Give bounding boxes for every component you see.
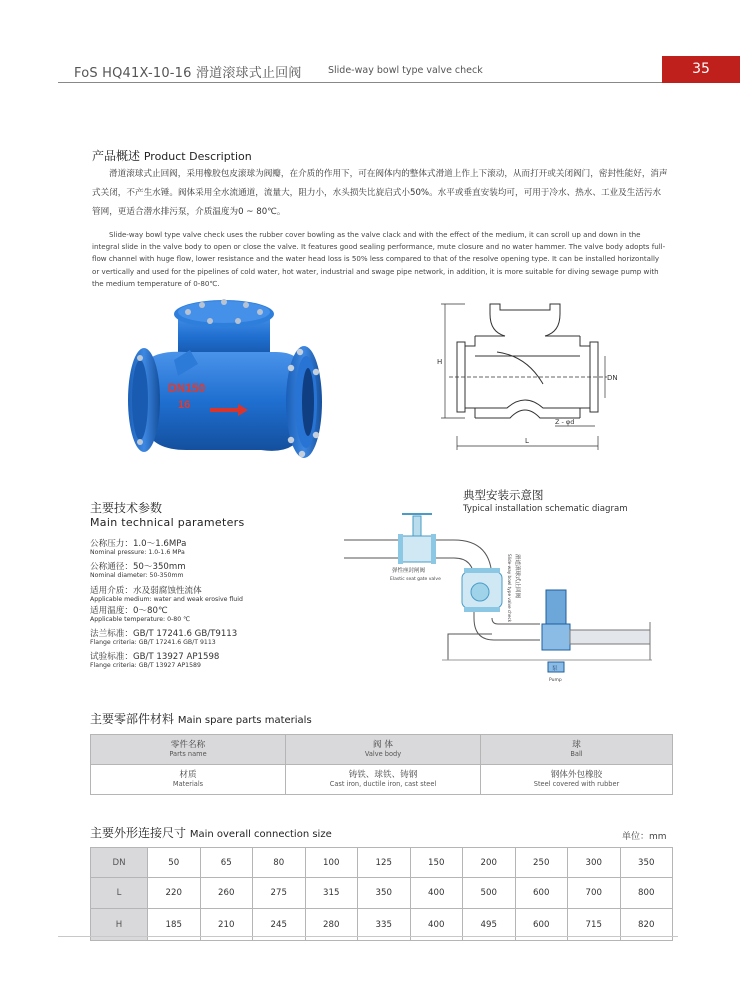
drawing-label-z: Z - φd <box>555 418 575 426</box>
table-cell: 600 <box>515 909 568 941</box>
table-cell: 100 <box>305 848 358 878</box>
table-cell: 495 <box>463 909 516 941</box>
valve-marking-pressure: 16 <box>178 399 191 411</box>
table-cell: 715 <box>568 909 621 941</box>
table-cell: 500 <box>463 878 516 909</box>
table-cell: 材质 Materials <box>91 765 286 795</box>
table-cell: 820 <box>620 909 673 941</box>
table-cell: 65 <box>200 848 253 878</box>
table-row <box>91 848 673 878</box>
valve-photo <box>126 290 326 470</box>
page-number-badge: 35 <box>662 56 740 83</box>
description-text-en: Slide-way bowl type valve check uses the rubber cover bowling as the valve clack and with the effect of the medium, it can scroll up and down in the integral slide in the valve body to open or close the valve. It features good sealing performance, mute closure and no water hammer. The valve body adopts full-flow channel with huge flow, lower resistance and the water head loss is 50% less compared to that of the resolve opening type. It can be installed horizontally or vertically and used for the pipelines of cold water, hot water, industrial and swage pipe network, in addition, it is more suitable for diving sewage pump with the medium temperature of 0-80℃. <box>92 230 666 288</box>
table-cell: 185 <box>148 909 201 941</box>
table-cell: 275 <box>253 878 306 909</box>
check-valve-icon <box>462 568 502 612</box>
gate-valve-label-cn: 弹性座封闸阀 <box>392 568 426 574</box>
page-title: FoS HQ41X-10-16 滑道滚球式止回阀 <box>74 66 302 81</box>
table-cell: 300 <box>568 848 621 878</box>
table-cell: 335 <box>358 909 411 941</box>
description-heading <box>92 147 252 164</box>
table-cell: 阀 体 Valve body <box>286 735 481 765</box>
technical-row: 试验标准：GB/T 13927 AP1598 Flange criteria: GB/T 13927 AP1589 <box>90 652 220 669</box>
description-text-cn: 滑道滚球式止回阀，采用橡胶包皮滚球为阀瓣，在介质的作用下，可在阀体内的整体式滑道上作上下滚动，从而打开或关闭阀门，密封性能好，消声式关闭，不产生水锤。阀体采用全水流通道，流量大，阻力小，水头损失比旋启式小50%。水平或垂直安装均可，可用于冷水、热水、工业及生活污水管网，更适合潜水排污泵，介质温度为0 ~ 80℃。 <box>92 169 668 217</box>
table-cell: 700 <box>568 878 621 909</box>
table-row <box>91 735 673 765</box>
table-cell: 800 <box>620 878 673 909</box>
row-label: L <box>91 878 148 909</box>
technical-title-cn: 主要技术参数 <box>90 501 163 515</box>
check-valve-label-cn: 滑道滚球式止回阀 <box>514 554 520 599</box>
dimensions-title-en: Main overall connection size <box>189 829 332 840</box>
row-label: H <box>91 909 148 941</box>
table-cell: 600 <box>515 878 568 909</box>
gate-valve-icon <box>398 514 436 564</box>
header-divider <box>58 82 662 83</box>
valve-marking-size: DN150 <box>168 381 206 395</box>
installation-diagram <box>342 510 662 685</box>
installation-title-en: Typical installation schematic diagram <box>463 504 628 514</box>
table-cell: 零件名称 Parts name <box>91 735 286 765</box>
installation-title-cn: 典型安装示意图 <box>463 488 544 502</box>
dimensions-unit: 单位：mm <box>622 832 667 842</box>
table-cell: 钢体外包橡胶 Steel covered with rubber <box>481 765 673 795</box>
pump-label-en: Pump <box>549 678 562 683</box>
technical-row: 适用温度：0～80℃ Applicable temperature: 0-80 ℃ <box>90 606 191 623</box>
table-cell: 125 <box>358 848 411 878</box>
footer-divider <box>58 936 678 937</box>
table-cell: 315 <box>305 878 358 909</box>
materials-table <box>90 734 673 795</box>
pump-label-cn: 泵 <box>552 666 558 672</box>
table-cell: 铸铁、球铁、铸钢 Cast iron, ductile iron, cast steel <box>286 765 481 795</box>
table-cell: 50 <box>148 848 201 878</box>
row-label: DN <box>91 848 148 878</box>
table-cell: 220 <box>148 878 201 909</box>
drawing-label-l: L <box>525 437 529 445</box>
dimensions-title-cn: 主要外形连接尺寸 <box>90 826 187 840</box>
technical-row: 公称通径：50～350mm Nominal diameter: 50-350mm <box>90 562 186 579</box>
table-cell: 210 <box>200 909 253 941</box>
table-cell: 250 <box>515 848 568 878</box>
table-cell: 350 <box>620 848 673 878</box>
materials-title-en: Main spare parts materials <box>177 715 312 726</box>
description-heading-cn: 产品概述 <box>92 149 141 163</box>
drawing-label-dn: DN <box>607 374 618 382</box>
table-cell: 260 <box>200 878 253 909</box>
table-cell: 200 <box>463 848 516 878</box>
technical-title-en: Main technical parameters <box>90 516 245 529</box>
table-cell: 400 <box>410 878 463 909</box>
materials-title <box>90 710 312 727</box>
table-cell: 400 <box>410 909 463 941</box>
table-cell: 350 <box>358 878 411 909</box>
materials-title-cn: 主要零部件材料 <box>90 712 175 726</box>
dimensions-table <box>90 847 673 941</box>
technical-row: 适用介质：水及弱腐蚀性流体 Applicable medium: water and weak erosive fluid <box>90 586 243 603</box>
table-row <box>91 878 673 909</box>
table-cell: 150 <box>410 848 463 878</box>
table-cell: 球 Ball <box>481 735 673 765</box>
gate-valve-label-en: Elastic seat gate valve <box>390 577 441 582</box>
dimensions-title <box>90 824 332 841</box>
table-cell: 245 <box>253 909 306 941</box>
valve-drawing <box>435 296 620 456</box>
table-row <box>91 765 673 795</box>
table-cell: 80 <box>253 848 306 878</box>
technical-row: 公称压力：1.0～1.6MPa Nominal pressure: 1.0-1.6 MPa <box>90 539 187 556</box>
page-subtitle: Slide-way bowl type valve check <box>328 65 483 76</box>
description-heading-en: Product Description <box>143 150 252 163</box>
drawing-label-h: H <box>437 358 443 366</box>
table-cell: 280 <box>305 909 358 941</box>
check-valve-label-en: Slide-way bowl type valve check <box>507 554 512 623</box>
technical-row: 法兰标准：GB/T 17241.6 GB/T9113 Flange criteria: GB/T 17241.6 GB/T 9113 <box>90 629 238 646</box>
